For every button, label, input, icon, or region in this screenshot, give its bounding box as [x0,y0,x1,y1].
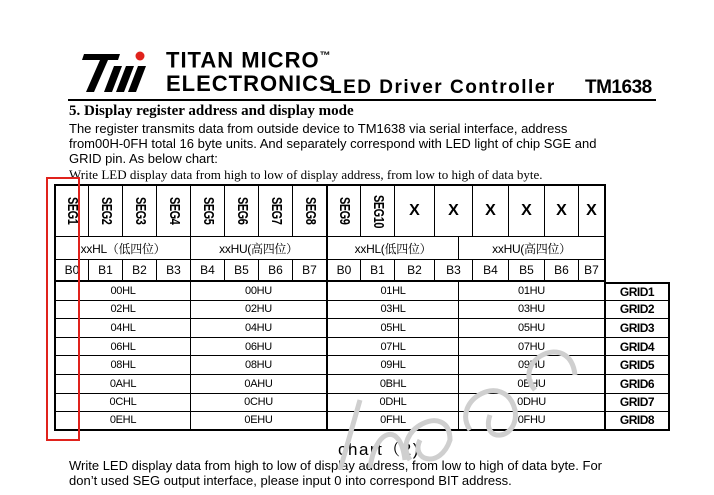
address-cell-text: 0DHL [379,396,407,409]
address-cell-text: 09HU [518,359,545,372]
address-cell [458,301,606,320]
grid-label-cell [606,412,670,431]
address-cell-text: 0BHU [517,377,546,390]
address-cell-text: 06HU [245,340,272,353]
address-cell-text: 0CHU [244,396,273,409]
bit-cell-text: B6 [268,263,283,277]
address-cell [190,301,326,320]
nibble-group-cell [190,237,326,260]
address-cell-text: 04HL [110,321,136,334]
seg-header-cell-text: SEG4 [165,197,182,225]
address-cell-text: 08HU [245,359,272,372]
brand-name-line1: TITAN MICRO™ [166,47,332,73]
address-cell-text: 05HL [380,321,406,334]
bit-cell [508,260,544,282]
seg-header-cell [258,184,292,237]
bit-cell-text: B6 [554,263,569,277]
bit-cell-text: B5 [234,263,249,277]
address-cell-text: 01HU [518,284,545,297]
seg-header-cell-text: SEG7 [267,197,284,225]
brand-name-line2: ELECTRONICS [166,71,335,96]
grid-label-cell-text: GRID7 [619,395,655,410]
address-cell-text: 01HL [380,284,406,297]
chart-caption: chart（2) [338,440,420,459]
unused-seg-cell [578,184,606,237]
bit-cell-text: B7 [302,263,317,277]
grid-label-cell [606,338,670,357]
address-cell-text: 09HL [380,359,406,372]
bit-cell-text: B4 [200,263,215,277]
bit-cell-text: B3 [166,263,181,277]
address-cell-text: 0AHU [244,377,273,390]
bit-cell [394,260,434,282]
nibble-group-cell [326,237,458,260]
address-cell-text: 06HL [110,340,136,353]
nibble-group-cell [458,237,606,260]
seg-header-cell [224,184,258,237]
address-cell-text: 0FHL [380,414,406,427]
address-cell-text: 0EHL [109,414,137,427]
address-cell-text: 05HU [518,321,545,334]
seg-header-cell-text: SEG10 [369,194,386,228]
address-cell-text: 0DHU [517,396,546,409]
address-cell-text: 0AHL [109,377,137,390]
bit-cell-text: B4 [483,263,498,277]
unused-seg-cell [434,184,472,237]
address-cell [190,412,326,431]
bit-cell-text: B0 [64,263,80,277]
grid-label-cell-text: GRID1 [619,284,655,299]
address-cell [190,319,326,338]
bit-cell [360,260,394,282]
seg-header-cell-text: SEG1 [63,197,81,225]
address-cell [190,282,326,301]
address-cell-text: 0BHL [379,377,407,390]
unused-seg-cell-text: X [448,202,459,219]
bit-cell-text: B1 [370,263,385,277]
address-cell-text: 0CHL [109,396,137,409]
write-order-note: Write LED display data from high to low of display address, from low to high of data byte. [69,167,543,182]
seg-header-cell [88,184,122,237]
grid-label-cell-text: GRID4 [619,339,655,354]
address-cell-text: 03HL [380,303,406,316]
seg-header-cell [122,184,156,237]
seg-header-cell [190,184,224,237]
grid-label-cell [606,375,670,394]
bit-cell-text: B0 [336,263,352,277]
grid-label-cell-text: GRID5 [619,358,655,373]
grid-label-cell [606,356,670,375]
bit-cell [258,260,292,282]
seg-header-cell-text: SEG9 [335,197,353,225]
watermark-image [330,320,580,470]
part-number: TM1638 [585,77,652,98]
bit-cell [156,260,190,282]
seg-header-cell-text: SEG5 [199,197,216,225]
bit-cell [190,260,224,282]
address-cell [190,338,326,357]
address-cell-text: 0FHU [517,414,546,427]
bit-cell-text: B3 [446,263,461,277]
bit-cell-text: B2 [132,263,147,277]
footer-line: Write LED display data from high to low of display address, from low to high of data byte. For [69,458,603,473]
seg-header-cell-text: SEG6 [233,197,250,225]
bit-cell [578,260,606,282]
address-cell-text: 07HU [518,340,545,353]
nibble-group-cell-text: xxHU(高四位） [492,241,571,256]
seg-header-cell-text: SEG8 [301,197,318,225]
seg-header-cell [292,184,326,237]
highlight-box [46,177,80,441]
document-title: LED Driver Controller [330,77,556,98]
bit-cell [122,260,156,282]
address-cell [190,356,326,375]
grid-label-cell [606,319,670,338]
address-cell-text: 00HL [110,284,136,297]
bit-cell [472,260,508,282]
bit-cell [224,260,258,282]
bit-cell-text: B7 [584,263,599,277]
bit-cell [434,260,472,282]
bit-cell-text: B5 [519,263,534,277]
section-heading: 5. Display register address and display mode [69,103,354,119]
paragraph-line: GRID pin. As below chart: [69,151,218,166]
address-cell [326,282,458,301]
grid-label-cell [606,301,670,320]
address-cell [190,375,326,394]
unused-seg-cell-text: X [586,202,597,219]
address-cell-text: 04HU [245,321,272,334]
address-cell-text: 07HL [380,340,406,353]
unused-seg-cell-text: X [409,202,420,219]
bit-cell [292,260,326,282]
address-cell [458,282,606,301]
nibble-group-cell-text: xxHU(高四位） [219,241,298,256]
grid-label-cell [606,394,670,413]
address-cell-text: 02HU [245,303,272,316]
unused-seg-cell [472,184,508,237]
bit-cell [326,260,360,282]
grid-label-cell-text: GRID3 [619,320,655,335]
grid-label-cell-text: GRID8 [619,413,655,428]
bit-cell [88,260,122,282]
address-cell-text: 03HU [518,303,545,316]
paragraph-line: The register transmits data from outside device to TM1638 via serial interface, address [69,121,568,136]
address-cell-text: 00HU [245,284,272,297]
paragraph-line: from00H-0FH total 16 byte units. And separately correspond with LED light of chip SGE and [69,136,597,151]
address-cell [326,301,458,320]
unused-seg-cell-text: X [521,202,532,219]
address-cell-text: 0EHU [244,414,273,427]
unused-seg-cell [508,184,544,237]
nibble-group-cell-text: xxHL（低四位） [80,241,166,256]
bit-cell-text: B1 [98,263,113,277]
address-cell-text: 02HL [110,303,136,316]
unused-seg-cell [544,184,578,237]
unused-seg-cell [394,184,434,237]
footer-line: don’t used SEG output interface, please input 0 into correspond BIT address. [69,473,512,488]
grid-label-cell [606,282,670,301]
seg-header-cell-text: SEG3 [131,197,148,225]
grid-label-cell-text: GRID6 [619,376,655,391]
bit-cell [544,260,578,282]
address-cell [190,394,326,413]
grid-label-cell-text: GRID2 [619,302,655,317]
bit-cell-text: B2 [407,263,422,277]
unused-seg-cell-text: X [485,202,496,219]
address-cell-text: 08HL [110,359,136,372]
seg-header-cell-text: SEG2 [97,197,114,225]
seg-header-cell [326,184,360,237]
nibble-group-cell-text: xxHL(低四位） [354,241,432,256]
seg-header-cell [156,184,190,237]
unused-seg-cell-text: X [556,202,567,219]
seg-header-cell [360,184,394,237]
